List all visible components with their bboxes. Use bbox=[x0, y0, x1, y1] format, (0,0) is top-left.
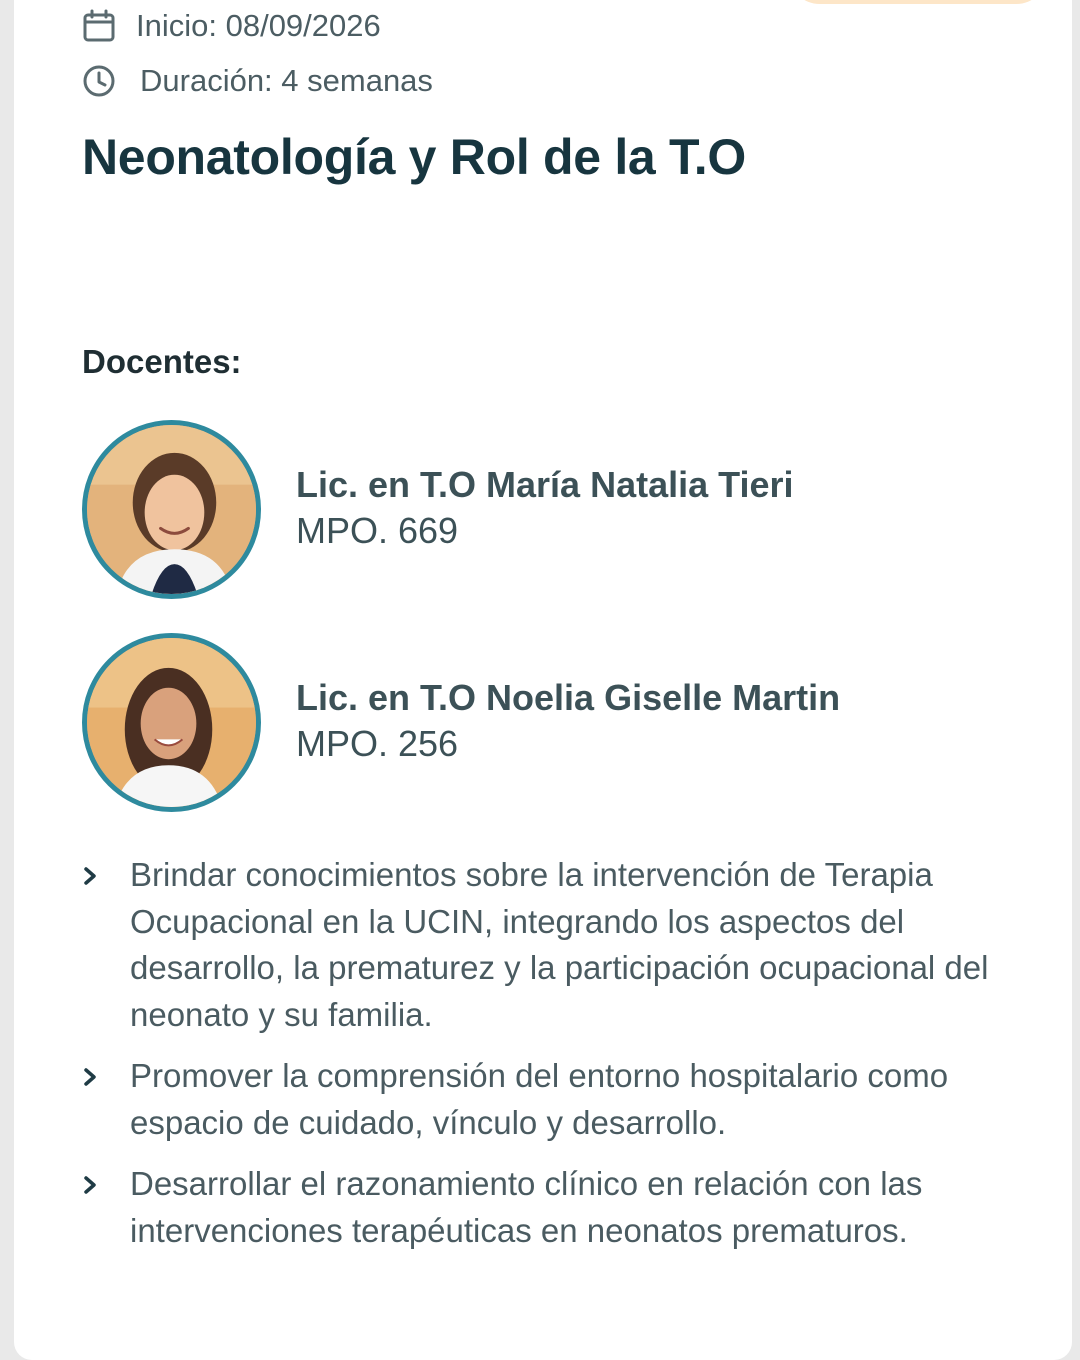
start-date-row bbox=[82, 8, 381, 44]
objective-text: Desarrollar el razonamiento clínico en relación con las intervenciones terapéuticas en neonatos prematuros. bbox=[130, 1165, 923, 1249]
teachers-heading: Docentes: bbox=[82, 343, 242, 380]
avatar bbox=[82, 420, 261, 599]
list-item bbox=[82, 1161, 1012, 1254]
chevron-right-icon bbox=[82, 1067, 98, 1087]
calendar-icon bbox=[82, 9, 116, 43]
teacher-name: Lic. en T.O Noelia Giselle Martin bbox=[296, 677, 841, 718]
duration-text: Duración: 4 semanas bbox=[140, 63, 433, 98]
teacher-name: Lic. en T.O María Natalia Tieri bbox=[296, 464, 794, 505]
objectives-list bbox=[82, 852, 1012, 1269]
duration-row bbox=[82, 63, 433, 99]
start-date-text: Inicio: 08/09/2026 bbox=[136, 8, 381, 43]
objective-text: Brindar conocimientos sobre la intervención de Terapia Ocupacional en la UCIN, integrando los aspectos del desarrollo, la prematurez y la participación ocupacional del neonato y su familia. bbox=[130, 856, 989, 1033]
avatar-photo-icon bbox=[87, 638, 256, 807]
chevron-right-icon bbox=[82, 866, 98, 886]
teacher-item bbox=[82, 420, 982, 600]
clock-icon bbox=[82, 64, 116, 98]
objective-text: Promover la comprensión del entorno hospitalario como espacio de cuidado, vínculo y desarrollo. bbox=[130, 1057, 949, 1141]
modality-badge bbox=[788, 0, 1048, 4]
list-item bbox=[82, 1053, 1012, 1146]
list-item bbox=[82, 852, 1012, 1038]
avatar-photo-icon bbox=[87, 425, 256, 594]
teacher-registration: MPO. 256 bbox=[296, 723, 459, 764]
teacher-registration: MPO. 669 bbox=[296, 510, 459, 551]
course-title: Neonatología y Rol de la T.O bbox=[82, 129, 746, 185]
teacher-item bbox=[82, 633, 982, 813]
avatar bbox=[82, 633, 261, 812]
chevron-right-icon bbox=[82, 1175, 98, 1195]
